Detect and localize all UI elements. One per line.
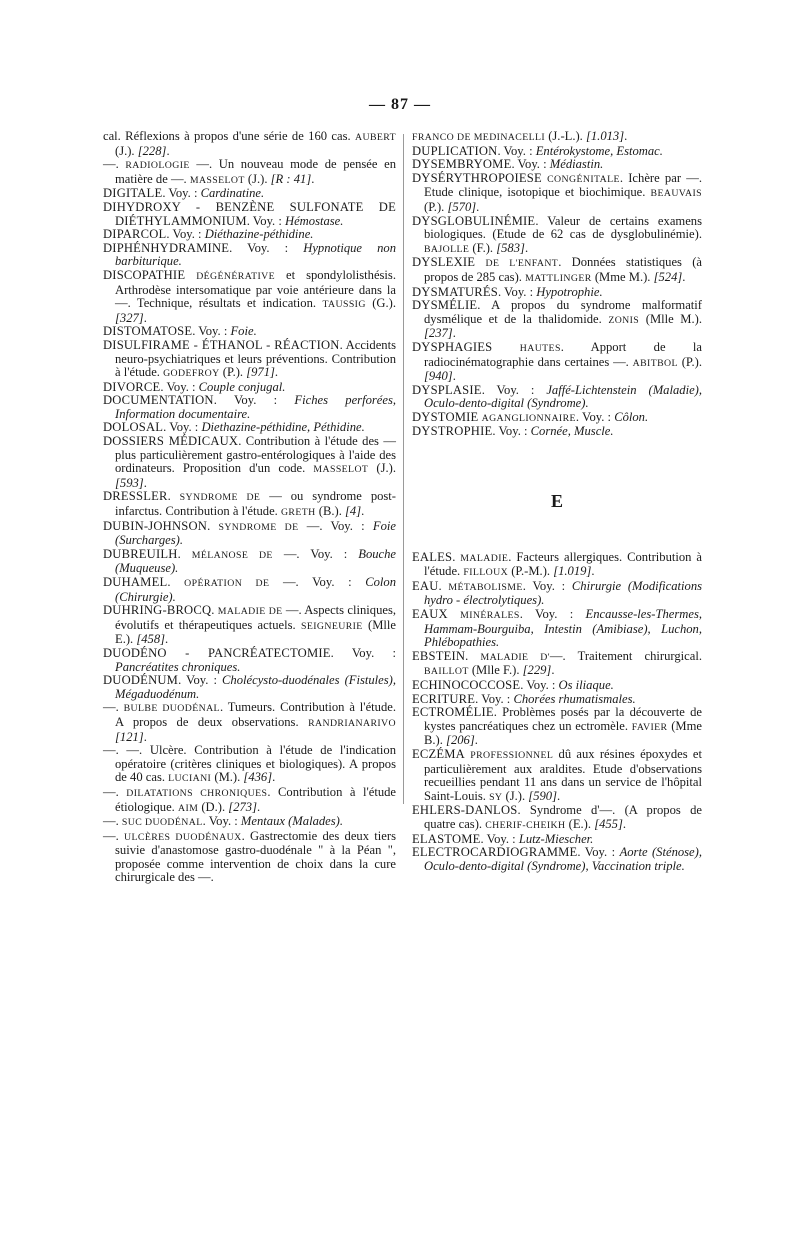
entry-text: . Voy. :	[497, 284, 537, 299]
entry-text: . Problèmes posés par la découverte de kystes pancréatiques chez un ectromèle.	[424, 705, 702, 733]
entry-smallcaps-text: OPÉRATION DE	[184, 578, 270, 589]
entry-smallcaps-text: ULCÈRES DUODÉNAUX	[124, 831, 242, 843]
entry-italic-text: Mentaux (Malades).	[240, 814, 344, 829]
entry-text: . Voy. :	[575, 409, 615, 424]
index-entry	[412, 833, 702, 847]
index-entry	[103, 381, 396, 395]
entry-text: —.	[103, 700, 124, 715]
entry-text: . Ichère par —. Etude clinique, isotopique et biochimique.	[424, 170, 702, 200]
entry-smallcaps-text: MÉLANOSE DE	[191, 549, 273, 561]
entry-text: dû aux résines époxydes et particulièrement aux araldites. Etude d'observations recueillies pendant 11 ans dans un service de l'hôpital Saint-Louis.	[424, 746, 702, 803]
entry-smallcaps-text: AIM	[177, 802, 199, 814]
entry-text: (B.).	[315, 504, 345, 519]
entry-smallcaps-text: BAJOLLE	[424, 243, 470, 255]
entry-text: .	[622, 816, 627, 831]
entry-text: —. Aspects cliniques, évolutifs et thérapeutiques actuels.	[115, 603, 397, 632]
entry-smallcaps-text: GRETH	[280, 507, 316, 519]
entry-heading: DUODÉNO - PANCRÉATECTOMIE	[103, 645, 331, 660]
entry-smallcaps-text: MASSELOT	[313, 464, 369, 476]
entry-text: .	[624, 129, 628, 143]
entry-smallcaps-text: SYNDROME DE	[218, 521, 299, 533]
index-entry	[103, 269, 396, 325]
index-entry	[412, 299, 702, 341]
index-entry	[412, 411, 702, 426]
entry-text: (P.).	[219, 365, 247, 380]
entry-text: (P.-M.).	[508, 564, 554, 579]
entry-italic-text: [1.013]	[585, 129, 625, 143]
entry-smallcaps-text: AGANGLIONNAIRE	[481, 412, 576, 424]
entry-heading: DISULFIRAME - ÉTHANOL - RÉACTION	[103, 337, 340, 352]
entry-italic-text: Jaffé-Lichtenstein (Maladie), Oculo-dento-digital (Syndrome).	[424, 382, 702, 411]
index-entry	[103, 339, 396, 381]
entry-text: (J.).	[115, 143, 138, 158]
entry-text: .	[591, 564, 595, 579]
index-entry	[103, 228, 396, 242]
entry-text: . Voy. :	[162, 186, 201, 201]
entry-italic-text: Côlon.	[614, 409, 649, 424]
entry-smallcaps-text: MATTLINGER	[525, 272, 592, 284]
entry-italic-text: [940]	[424, 369, 453, 384]
index-entry	[103, 701, 396, 744]
entry-heading: EBSTEIN	[412, 648, 466, 663]
entry-italic-text: [327]	[115, 310, 144, 325]
entry-heading: EAUX	[412, 607, 448, 622]
entry-text: et spondylolisthésis. Arthrodèse intersomatique par voie antérieure dans la —. Technique, résultats et indication.	[115, 267, 396, 311]
entry-smallcaps-text: MALADIE	[460, 552, 509, 564]
entry-heading: DIPARCOL	[103, 227, 167, 242]
entry-text: . A propos du syndrome malformatif dysmélique et de la thalidomide.	[424, 298, 702, 326]
entry-smallcaps-text: AUBERT	[355, 132, 396, 143]
index-entry	[103, 786, 396, 815]
entry-text: —.	[103, 784, 127, 799]
entry-text: . Voy. :	[519, 607, 586, 622]
entry-text: . Valeur de certains examens biologiques. (Etude de 62 cas de dysglobulinémie).	[424, 213, 702, 242]
entry-smallcaps-text: RADIOLOGIE	[125, 160, 190, 172]
index-entries-d-continued	[412, 130, 702, 439]
entry-smallcaps-text: SUC DUODÉNAL	[121, 817, 203, 829]
index-entry	[103, 130, 396, 158]
index-entry	[412, 145, 702, 159]
entry-text: .	[143, 729, 147, 744]
entry-text: (J.).	[368, 461, 397, 476]
entry-italic-text: Chirurgie (Modifications hydro - électrolytiques).	[424, 578, 703, 608]
index-entry	[103, 830, 396, 885]
entry-text: —. Voy. :	[272, 546, 359, 561]
index-column-left	[103, 130, 396, 885]
entry-heading: DYSPHAGIES	[412, 339, 493, 354]
entry-text: . Voy. :	[163, 420, 202, 435]
entry-italic-text: [590]	[528, 788, 557, 803]
entry-text: (P.).	[424, 199, 448, 214]
entry-text: . Voy. :	[577, 845, 620, 860]
entry-heading: ECTROMÉLIE	[412, 705, 494, 720]
entry-text: .	[167, 489, 180, 504]
index-entry	[103, 744, 396, 786]
entry-smallcaps-text: SYNDROME DE	[179, 492, 261, 504]
entry-text: . Voy. :	[497, 143, 536, 158]
entry-italic-text: Médiastin.	[549, 157, 604, 172]
entry-italic-text: Cardinatine.	[200, 186, 265, 201]
entry-smallcaps-text: MALADIE DE	[217, 606, 283, 618]
entry-heading: DUPLICATION	[412, 143, 498, 158]
entry-smallcaps-text: LUCIANI	[168, 773, 212, 785]
entry-heading: ELECTROCARDIOGRAMME	[412, 845, 578, 860]
entry-text: .	[557, 788, 561, 803]
entry-text: . Syndrome d'—. (A propos de quatre cas).	[424, 803, 702, 831]
entry-italic-text: Entérokystome, Estomac.	[535, 143, 663, 158]
entry-text: —. Voy. :	[269, 575, 366, 589]
entry-text: (J.).	[244, 171, 271, 186]
entry-italic-text: [206]	[446, 733, 475, 748]
entry-heading: DYSLEXIE	[412, 255, 476, 270]
entry-italic-text: Hypnotique non barbiturique.	[115, 240, 396, 269]
entry-italic-text: Couple conjugal.	[198, 379, 286, 394]
entry-text: .	[452, 369, 456, 384]
entry-text: . Voy. :	[213, 393, 295, 408]
entry-text: —.	[103, 157, 126, 172]
entry-text: .	[452, 326, 456, 341]
section-letter: E	[550, 491, 563, 512]
entry-text: —.	[103, 828, 125, 843]
entry-heading: DUODÉNUM	[103, 673, 179, 688]
entry-smallcaps-text: MINÉRALES	[460, 610, 520, 622]
index-entry	[412, 650, 702, 679]
entry-italic-text: Hémostase.	[285, 213, 344, 228]
entry-text	[185, 268, 196, 282]
entry-smallcaps-text: TAUSSIG	[322, 299, 366, 311]
entry-italic-text: Foie.	[230, 324, 257, 339]
entry-text: .	[311, 171, 315, 186]
entry-text: . Voy. :	[166, 227, 205, 242]
entry-text: (G.).	[365, 296, 396, 311]
entry-text: .	[476, 199, 480, 214]
index-entry	[412, 846, 702, 873]
entry-smallcaps-text: SY	[489, 791, 503, 803]
index-entry	[412, 256, 702, 285]
entry-text: .	[452, 549, 461, 564]
entry-text: .	[166, 143, 170, 158]
entry-text: .	[524, 240, 529, 255]
entry-italic-text: [570]	[447, 199, 477, 214]
entry-italic-text: Colon (Chirurgie).	[115, 575, 396, 604]
entry-text: .	[167, 575, 185, 589]
entry-smallcaps-text: BAILLOT	[424, 666, 469, 678]
entry-text: —. Voy. :	[298, 518, 373, 533]
index-entry	[412, 130, 702, 145]
entry-text: (Mlle M.).	[639, 311, 702, 326]
entry-text: . Contribution à l'étude des — plus particulièrement gastro-entérologiques à l'aide des ordinateurs. Proposition d'un code.	[115, 434, 396, 476]
entry-text: (Mme B.).	[424, 718, 702, 748]
index-entry	[103, 674, 396, 701]
entry-text: (P.).	[677, 354, 702, 369]
index-entry	[412, 748, 702, 804]
index-entry	[103, 815, 396, 830]
index-entry	[103, 548, 396, 576]
index-entry	[412, 158, 702, 172]
entry-text: (Mlle F.).	[468, 663, 523, 678]
entry-text: (D.).	[198, 799, 229, 814]
entry-heading: DOLOSAL	[103, 420, 164, 435]
entry-smallcaps-text: MASSELOT	[189, 174, 245, 186]
entry-smallcaps-text: GODEFROY	[163, 368, 220, 380]
entry-heading: DUHRING-BROCQ	[103, 603, 212, 618]
index-entry	[103, 325, 396, 339]
entry-smallcaps-text: MÉTABOLISME	[448, 581, 523, 593]
index-entry	[412, 706, 702, 748]
index-entry	[412, 551, 702, 580]
entry-text: . Voy. :	[522, 578, 572, 593]
index-entry	[412, 384, 702, 411]
entry-italic-text: [121]	[115, 729, 144, 744]
entry-smallcaps-text: CONGÉNITALE	[547, 173, 620, 185]
entry-italic-text: Fiches perforées, Information documentaire.	[115, 393, 396, 421]
entry-smallcaps-text: CHERIF-CHEIKH	[485, 819, 566, 831]
entry-text: . Voy. :	[202, 814, 241, 829]
entry-text: cal. Réflexions à propos d'une série de 160 cas.	[103, 129, 355, 143]
entry-heading: DYSTOMIE	[412, 409, 479, 424]
entry-text: .	[274, 365, 279, 380]
entry-heading: DIGITALE	[103, 186, 163, 201]
entry-text: . Voy. :	[511, 157, 550, 172]
index-entry	[412, 215, 702, 257]
entry-italic-text: Hypotrophie.	[536, 284, 603, 299]
entry-smallcaps-text: DÉGÉNÉRATIVE	[196, 270, 276, 282]
entry-italic-text: Foie (Surcharges).	[115, 518, 396, 548]
entry-italic-text: Lutz-Miescher.	[518, 831, 594, 846]
entry-text: .	[682, 269, 686, 284]
index-entry	[103, 201, 396, 228]
index-entry	[412, 693, 702, 707]
index-entries-e	[412, 551, 702, 874]
entry-text: . Voy. :	[330, 645, 396, 660]
entry-text: (J.).	[502, 788, 529, 803]
entry-italic-text: Bouche (Muqueuse).	[115, 546, 397, 576]
entry-text: —. —. Ulcère. Contribution à l'étude de l'indication opératoire (critères cliniques et biologiques). A propos de 40 cas.	[103, 743, 396, 785]
entry-heading: DUBREUILH	[103, 546, 178, 561]
index-entry	[412, 804, 702, 832]
entry-text	[475, 255, 485, 269]
entry-text: —.	[103, 814, 122, 829]
entry-text: . Accidents neuro-psychiatriques et leurs préventions. Contribution à l'étude.	[115, 337, 396, 380]
column-divider	[403, 134, 404, 804]
entry-text: —. Traitement chirurgical.	[549, 648, 702, 663]
entry-text: — ou syndrome post-infarctus. Contribution à l'étude.	[115, 489, 397, 519]
entry-heading: DIVORCE	[103, 379, 161, 394]
index-entry	[412, 341, 702, 384]
entry-italic-text: [455]	[594, 816, 623, 831]
index-entry	[103, 490, 396, 519]
entry-italic-text: [583]	[496, 240, 525, 255]
index-entry	[103, 394, 396, 421]
index-entry	[412, 286, 702, 300]
entry-italic-text: [971]	[246, 365, 275, 380]
entry-heading: DOSSIERS MÉDICAUX	[103, 434, 239, 449]
entry-text: . Voy. :	[246, 213, 285, 228]
entry-heading: DYSMÉLIE	[412, 298, 478, 313]
entry-heading: DYSPLASIE	[412, 382, 482, 397]
entry-text: . Voy. :	[481, 382, 547, 397]
index-column-right	[412, 130, 702, 873]
index-entry	[103, 187, 396, 201]
entry-text	[448, 607, 460, 621]
entry-italic-text: [436]	[243, 770, 273, 785]
entry-text: .	[272, 770, 276, 785]
entry-text: .	[257, 799, 261, 814]
entry-italic-text: Cornée, Muscle.	[530, 424, 614, 439]
entry-text: . Voy. :	[492, 424, 531, 439]
entry-heading: ECZÉMA	[412, 746, 465, 761]
entry-smallcaps-text: MALADIE D'	[480, 651, 550, 663]
entry-heading: DYSÉRYTHROPOIESE	[412, 170, 542, 185]
entry-italic-text: [R : 41]	[270, 171, 312, 186]
entry-text: . Contribution à l'étude étiologique.	[115, 784, 396, 814]
entry-smallcaps-text: FRANCO DE MEDINACELLI	[412, 132, 546, 143]
entry-smallcaps-text: RANDRIANARIVO	[308, 717, 396, 729]
entry-italic-text: Cholécysto-duodénales (Fistules), Mégaduodénum.	[115, 673, 397, 701]
entry-text: —. Un nouveau mode de pensée en matière de —.	[115, 157, 396, 186]
index-entry	[103, 242, 396, 269]
entry-text: .	[361, 504, 365, 519]
entry-text: . Voy. :	[178, 673, 223, 688]
entry-italic-text: [273]	[228, 799, 257, 814]
entry-smallcaps-text: FILLOUX	[463, 567, 509, 579]
entry-heading: DRESSLER	[103, 489, 168, 504]
entry-italic-text: Encausse-les-Thermes, Hammam-Bourguiba, Intestin (Amibiase), Luchon, Phlébopathies.	[424, 607, 702, 650]
entry-heading: DOCUMENTATION	[103, 393, 214, 408]
entry-italic-text: Pancréatites chroniques.	[115, 659, 241, 674]
entry-heading: DYSEMBRYOME	[412, 157, 512, 172]
entry-smallcaps-text: HAUTES	[519, 342, 561, 354]
index-entry	[103, 520, 396, 548]
entry-text: (Mlle E.).	[115, 617, 396, 647]
entry-heading: DUHAMEL	[103, 575, 168, 589]
page-number: — 87 —	[369, 96, 431, 113]
entry-text: . Voy. :	[229, 240, 304, 255]
entry-italic-text: [229]	[522, 663, 552, 678]
entry-text: . Facteurs allergiques. Contribution à l'étude.	[424, 549, 703, 579]
entry-italic-text: Diéthazine-péthidine.	[204, 227, 314, 242]
entry-heading: DISTOMATOSE	[103, 324, 193, 339]
entry-heading: DIPHÉNHYDRAMINE	[103, 240, 230, 255]
entry-text: . Voy. :	[520, 678, 559, 692]
entry-heading: DISCOPATHIE	[103, 267, 186, 282]
entry-text: .	[177, 546, 192, 561]
entry-italic-text: Diethazine-péthidine, Péthidine.	[201, 420, 365, 435]
entry-italic-text: [4]	[345, 504, 362, 519]
entry-text: .	[207, 518, 219, 533]
index-entry	[412, 425, 702, 439]
entry-text: .	[165, 632, 169, 647]
entry-heading: EHLERS-DANLOS	[412, 803, 518, 818]
entry-heading: EALES	[412, 549, 453, 564]
entry-smallcaps-text: FAVIER	[631, 721, 668, 733]
entry-italic-text: [237]	[424, 326, 453, 341]
entry-heading: ECHINOCOCCOSE	[412, 678, 521, 692]
entry-text: . Voy. :	[475, 691, 514, 706]
entry-italic-text: Aorte (Sténose), Oculo-dento-digital (Syndrome), Vaccination triple.	[424, 845, 702, 873]
entry-italic-text: Chorées rhumatismales.	[513, 691, 636, 706]
entry-heading: ECRITURE	[412, 691, 476, 706]
entry-italic-text: Os iliaque.	[558, 678, 614, 692]
entry-text: . Apport de la radiocinématographie dans certaines —.	[424, 339, 702, 369]
entry-text: (F.).	[469, 240, 497, 255]
entry-italic-text: [524]	[653, 269, 683, 284]
entry-smallcaps-text: PROFESSIONNEL	[470, 749, 554, 761]
entry-heading: DIHYDROXY - BENZÈNE SULFONATE DE DIÉTHYLAMMONIUM	[103, 199, 396, 228]
index-entry	[412, 608, 702, 650]
entry-text: .	[474, 733, 478, 748]
entry-text: . Voy. :	[160, 379, 199, 394]
entry-text: .	[143, 475, 147, 490]
entry-smallcaps-text: DE L'ENFANT	[485, 258, 559, 270]
entry-text: . Gastrectomie des deux tiers suivie d'anastomose gastro-duodénale " à la Péan ", proposée comme intervention de choix dans la cure chirurgicale des —.	[115, 828, 396, 885]
index-entry	[103, 421, 396, 435]
index-entry	[412, 580, 702, 608]
entry-smallcaps-text: ZONIS	[608, 314, 640, 326]
entry-text: . Tumeurs. Contribution à l'étude. A propos de deux observations.	[115, 700, 396, 729]
entry-smallcaps-text: BULBE DUODÉNAL	[123, 703, 220, 715]
entry-heading: DYSMATURÉS	[412, 284, 498, 299]
entry-text: .	[211, 603, 218, 618]
entry-text: . Voy. :	[480, 831, 519, 846]
entry-smallcaps-text: SEIGNEURIE	[301, 620, 363, 632]
entry-text: (M.).	[211, 770, 244, 785]
entry-italic-text: [1.019]	[553, 564, 592, 579]
entry-text: .	[465, 648, 481, 663]
entry-heading: DYSGLOBULINÉMIE	[412, 213, 536, 228]
entry-italic-text: [228]	[137, 143, 167, 158]
entry-italic-text: [458]	[136, 632, 166, 647]
entry-italic-text: [593]	[115, 475, 144, 490]
entry-text: . Données statistiques (à propos de 285 cas).	[424, 255, 703, 284]
entry-smallcaps-text: ABITBOL	[632, 357, 678, 369]
entry-text	[492, 340, 519, 354]
index-entry	[412, 172, 702, 215]
entry-heading: DUBIN-JOHNSON	[103, 518, 208, 533]
entry-smallcaps-text: DILATATIONS CHRONIQUES	[126, 787, 268, 799]
index-entry	[103, 647, 396, 674]
index-entry	[103, 604, 396, 647]
entry-text: .	[143, 310, 147, 325]
entry-text: .	[551, 663, 555, 678]
entry-text: (Mme M.).	[591, 269, 654, 284]
entry-smallcaps-text: BEAUVAIS	[650, 188, 702, 200]
entry-heading: DYSTROPHIE	[412, 424, 493, 439]
entry-text: (E.).	[565, 816, 595, 831]
index-entry	[103, 158, 396, 187]
entry-text: (J.-L.).	[545, 129, 586, 143]
index-entry	[103, 435, 396, 490]
entry-text: .	[438, 578, 449, 593]
index-entry	[103, 576, 396, 604]
entry-heading: EAU	[412, 578, 439, 593]
index-entry	[412, 679, 702, 693]
entry-text: . Voy. :	[192, 324, 231, 339]
entry-heading: ELASTOME	[412, 831, 481, 846]
